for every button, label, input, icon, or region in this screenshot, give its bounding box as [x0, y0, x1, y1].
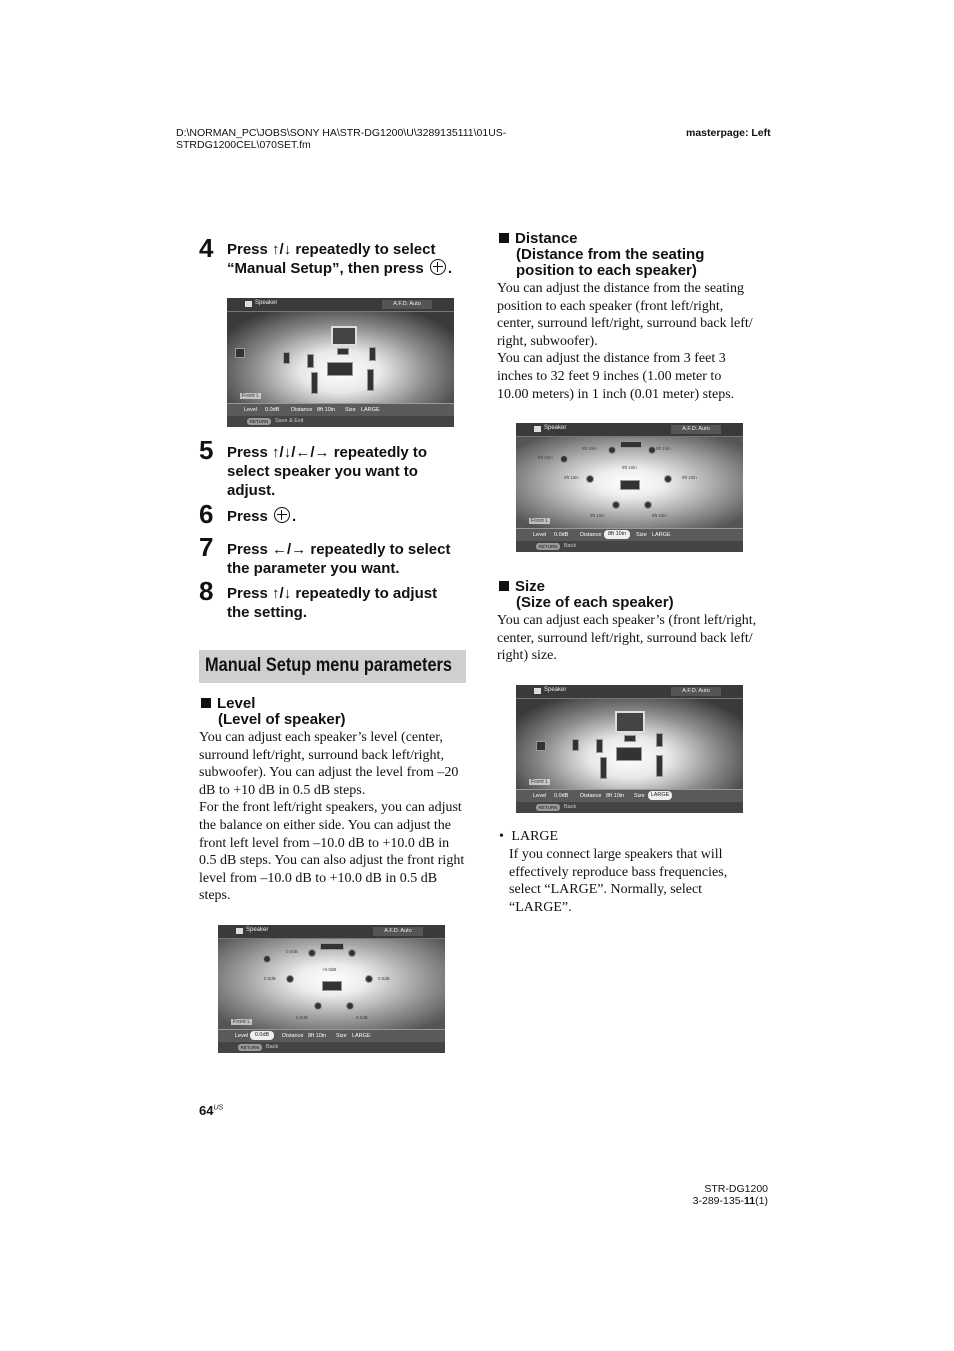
osd-distance-value: 8ft 10in — [606, 793, 625, 799]
front-right-speaker-icon — [656, 733, 663, 747]
large-line: “LARGE”. — [509, 899, 572, 915]
subwoofer-icon — [560, 455, 568, 463]
level-value-label: 0.0dB — [264, 976, 276, 981]
osd-selected-speaker: Front L — [531, 518, 549, 524]
center-speaker-icon — [337, 348, 349, 355]
osd-parameter-bar — [218, 1029, 445, 1042]
osd-level-value-highlighted: 0.0dB — [250, 1031, 274, 1040]
osd-bottom-bar — [227, 416, 454, 427]
size-line: You can adjust each speaker’s (front left/right, — [497, 613, 757, 628]
step-4-line2-wrap — [227, 259, 477, 278]
osd-size-value: LARGE — [652, 532, 671, 538]
step-8-line1: Press ↑/↓ repeatedly to adjust — [227, 585, 438, 602]
level-line: surround left/right, surround back left/right, — [199, 747, 444, 763]
osd-speaker-stage — [516, 699, 743, 789]
level-line: You can adjust each speaker’s level (center, — [199, 730, 443, 745]
step-number-5: 5 — [199, 435, 214, 465]
step-4-line2: “Manual Setup”, then press — [227, 260, 424, 277]
sofa-icon — [327, 362, 353, 376]
osd-afd-status: A.F.D. Auto — [671, 687, 721, 696]
osd-distance-value: 8ft 10in — [317, 407, 336, 413]
footer-code-prefix: 3-289-135- — [692, 1195, 745, 1207]
surround-left-speaker-icon — [283, 352, 290, 364]
osd-selected-speaker: Front L — [233, 1019, 251, 1025]
surround-left-speaker-icon — [286, 975, 294, 983]
step-number-4: 4 — [199, 233, 214, 263]
osd-parameter-bar — [516, 789, 743, 802]
osd-level-label: Level — [533, 793, 547, 799]
osd-speaker-stage — [516, 437, 743, 528]
osd-level-value: 0.0dB — [554, 532, 569, 538]
distance-line: You can adjust the distance from 3 feet 3 — [497, 351, 726, 367]
osd-distance-value-highlighted: 8ft 10in — [604, 530, 630, 539]
level-value-label: +0.0dB — [322, 967, 337, 972]
front-right-speaker-icon — [348, 949, 356, 957]
surround-back-left-speaker-icon — [600, 757, 607, 779]
subwoofer-icon — [536, 741, 546, 751]
osd-level-screenshot — [218, 925, 445, 1053]
return-button-icon: RETURN — [536, 804, 560, 811]
osd-size-value-highlighted: LARGE — [648, 791, 672, 800]
step-7-line2: the parameter you want. — [227, 560, 400, 577]
osd-distance-value: 8ft 10in — [308, 1033, 327, 1039]
osd-size-label: Size — [336, 1033, 347, 1039]
osd-parameter-bar — [227, 403, 454, 416]
level-value-label: 0.0dB — [286, 949, 298, 954]
step-7-text — [227, 540, 477, 578]
level-line: For the front left/right speakers, you can adjust — [199, 800, 462, 816]
front-right-speaker-icon — [648, 446, 656, 454]
surround-back-right-speaker-icon — [346, 1002, 354, 1010]
distance-line: center, surround left/right, surround back left/ — [497, 316, 753, 332]
front-left-speaker-icon — [308, 949, 316, 957]
square-bullet-icon — [201, 698, 211, 708]
level-heading — [201, 696, 346, 728]
osd-distance-label: Distance — [282, 1033, 304, 1039]
distance-value-label: 9ft 10in — [538, 455, 553, 460]
level-line: the balance on either side. You can adjust the — [199, 817, 451, 833]
distance-value-label: 9ft 10in — [590, 513, 605, 518]
size-heading-title: Size — [515, 578, 546, 595]
osd-size-label: Size — [636, 532, 647, 538]
speaker-icon — [534, 688, 541, 694]
osd-top-bar — [227, 298, 454, 312]
footer-model-info — [688, 1183, 768, 1207]
large-bullet — [499, 828, 558, 846]
page-number-suffix: US — [213, 1104, 224, 1112]
front-left-speaker-icon — [307, 354, 314, 368]
level-description — [199, 729, 469, 905]
osd-top-bar — [516, 423, 743, 437]
tv-icon — [320, 943, 344, 950]
footer-code-bold: 11 — [744, 1195, 756, 1207]
front-right-speaker-icon — [369, 347, 376, 361]
square-bullet-icon — [499, 581, 509, 591]
level-line: level from –10.0 dB to +10.0 dB in 0.5 dB — [199, 870, 438, 886]
osd-afd-status: A.F.D. Auto — [382, 300, 432, 309]
osd-afd-status: A.F.D. Auto — [671, 425, 721, 434]
surround-right-speaker-icon — [365, 975, 373, 983]
osd-level-label: Level — [235, 1033, 249, 1039]
step-5-line2: select speaker you want to — [227, 463, 418, 480]
size-description — [497, 612, 767, 665]
return-button-icon: RETURN — [238, 1044, 262, 1051]
osd-back-label: Back — [266, 1044, 279, 1050]
osd-manual-setup-screenshot — [227, 298, 454, 427]
distance-value-label: 9ft 10in — [622, 465, 637, 470]
step-5-line3: adjust. — [227, 482, 276, 499]
step-5-text — [227, 443, 477, 500]
osd-speaker-stage — [227, 312, 454, 403]
level-value-label: 0.0dB — [356, 1015, 368, 1020]
osd-level-label: Level — [244, 407, 258, 413]
surround-back-left-speaker-icon — [612, 501, 620, 509]
step-8-text — [227, 584, 477, 622]
osd-size-label: Size — [634, 793, 645, 799]
distance-heading — [499, 231, 704, 279]
level-heading-subtitle: (Level of speaker) — [218, 711, 346, 728]
osd-level-label: Level — [533, 532, 547, 538]
enter-button-icon — [430, 259, 446, 275]
surround-back-left-speaker-icon — [314, 1002, 322, 1010]
front-left-speaker-icon — [596, 739, 603, 753]
osd-selected-speaker: Front L — [242, 393, 260, 399]
subwoofer-icon — [235, 348, 245, 358]
osd-size-label: Size — [345, 407, 356, 413]
step-6-text — [227, 507, 296, 526]
level-value-label: 0.0dB — [296, 1015, 308, 1020]
file-path-line2: STRDG1200CEL\070SET.fm — [176, 139, 311, 151]
large-bullet-label: LARGE — [511, 829, 559, 844]
distance-line: position to each speaker (front left/right, — [497, 298, 724, 314]
front-left-speaker-icon — [608, 446, 616, 454]
level-heading-title: Level — [217, 695, 256, 712]
center-speaker-icon — [624, 735, 636, 742]
subwoofer-icon — [263, 955, 271, 963]
large-line: If you connect large speakers that will — [509, 847, 723, 862]
size-line: center, surround left/right, surround back left/ — [497, 630, 753, 646]
distance-value-label: 9ft 10in — [656, 446, 671, 451]
distance-line: 10.00 meters) in 1 inch (0.01 meter) steps. — [497, 386, 735, 402]
footer-code — [688, 1195, 768, 1207]
surround-right-speaker-icon — [664, 475, 672, 483]
page-number-value: 64 — [199, 1103, 214, 1118]
bullet-dot-icon: • — [499, 829, 504, 844]
level-value-label: 0.0dB — [378, 976, 390, 981]
distance-heading-subtitle-2: position to each speaker) — [516, 262, 697, 279]
large-line: effectively reproduce bass frequencies, — [509, 864, 728, 880]
osd-distance-label: Distance — [580, 793, 602, 799]
osd-level-value: 0.0dB — [265, 407, 280, 413]
enter-button-icon — [274, 507, 290, 523]
osd-distance-label: Distance — [291, 407, 313, 413]
surround-left-speaker-icon — [586, 475, 594, 483]
sofa-icon — [322, 981, 342, 991]
osd-size-value: LARGE — [352, 1033, 371, 1039]
osd-bottom-bar — [516, 541, 743, 552]
masterpage-label: masterpage: Left — [686, 127, 771, 139]
distance-value-label: 9ft 10in — [682, 475, 697, 480]
surround-back-right-speaker-icon — [367, 369, 374, 391]
size-heading-subtitle: (Size of each speaker) — [516, 594, 674, 611]
surround-left-speaker-icon — [572, 739, 579, 751]
distance-value-label: 9ft 10in — [582, 446, 597, 451]
osd-size-value: LARGE — [361, 407, 380, 413]
osd-save-exit-label: Save & Exit — [275, 418, 304, 424]
osd-title: Speaker — [544, 425, 567, 431]
step-number-6: 6 — [199, 499, 214, 529]
return-button-icon: RETURN — [247, 418, 271, 425]
size-line: right) size. — [497, 648, 557, 664]
level-line: subwoofer). You can adjust the level from –20 — [199, 765, 459, 781]
osd-bottom-bar — [516, 802, 743, 813]
speaker-icon — [534, 426, 541, 432]
osd-title: Speaker — [255, 300, 278, 306]
tv-icon — [615, 711, 645, 733]
step-number-7: 7 — [199, 532, 214, 562]
surround-back-right-speaker-icon — [656, 755, 663, 777]
distance-line: right, subwoofer). — [497, 333, 598, 349]
level-line: steps. — [199, 888, 231, 904]
speaker-icon — [236, 928, 243, 934]
osd-size-screenshot — [516, 685, 743, 813]
step-number-8: 8 — [199, 576, 214, 606]
size-heading — [499, 579, 674, 611]
section-heading: Manual Setup menu parameters — [205, 655, 452, 676]
distance-value-label: 9ft 10in — [652, 513, 667, 518]
distance-line: You can adjust the distance from the seating — [497, 281, 745, 296]
level-line: front left level from –10.0 dB to +10.0 dB in — [199, 835, 450, 851]
step-7-line1: Press ←/→ repeatedly to select — [227, 541, 451, 558]
osd-afd-status: A.F.D. Auto — [373, 927, 423, 936]
distance-value-label: 9ft 10in — [564, 475, 579, 480]
level-line: dB to +10 dB in 0.5 dB steps. — [199, 782, 366, 798]
file-path — [176, 127, 596, 151]
tv-icon — [331, 326, 357, 346]
surround-back-left-speaker-icon — [311, 372, 318, 394]
step-4-line1: Press ↑/↓ repeatedly to select — [227, 241, 436, 258]
step-4-text — [227, 240, 477, 278]
return-button-icon: RETURN — [536, 543, 560, 550]
step-4-period: . — [447, 260, 453, 277]
osd-selected-speaker: Front L — [531, 779, 549, 785]
step-8-line2: the setting. — [227, 604, 308, 621]
page-number — [199, 1103, 223, 1118]
distance-line: inches to 32 feet 9 inches (1.00 meter to — [497, 368, 722, 384]
distance-description — [497, 280, 767, 403]
step-6-line1: Press — [227, 508, 268, 525]
surround-back-right-speaker-icon — [644, 501, 652, 509]
file-path-line1: D:\NORMAN_PC\JOBS\SONY HA\STR-DG1200\U\3289135111\01US- — [176, 127, 507, 139]
sofa-icon — [616, 747, 642, 761]
sofa-icon — [620, 480, 640, 490]
osd-top-bar — [516, 685, 743, 699]
osd-back-label: Back — [564, 804, 577, 810]
osd-distance-screenshot — [516, 423, 743, 552]
speaker-icon — [245, 301, 252, 307]
osd-level-value: 0.0dB — [554, 793, 569, 799]
osd-title: Speaker — [246, 927, 269, 933]
footer-model: STR-DG1200 — [704, 1183, 768, 1195]
osd-parameter-bar — [516, 528, 743, 541]
osd-back-label: Back — [564, 543, 577, 549]
osd-distance-label: Distance — [580, 532, 602, 538]
distance-heading-subtitle-1: (Distance from the seating — [516, 246, 705, 263]
step-6-period: . — [292, 508, 297, 525]
tv-icon — [620, 441, 642, 448]
large-line: select “LARGE”. Normally, select — [509, 882, 703, 898]
distance-heading-title: Distance — [515, 230, 578, 247]
large-bullet-description — [509, 846, 769, 916]
level-line: 0.5 dB steps. You can also adjust the front right — [199, 853, 465, 869]
osd-bottom-bar — [218, 1042, 445, 1053]
osd-title: Speaker — [544, 687, 567, 693]
osd-speaker-stage — [218, 939, 445, 1029]
square-bullet-icon — [499, 233, 509, 243]
step-5-line1: Press ↑/↓/←/→ repeatedly to — [227, 444, 428, 461]
osd-top-bar — [218, 925, 445, 939]
footer-code-suffix: (1) — [755, 1195, 768, 1207]
